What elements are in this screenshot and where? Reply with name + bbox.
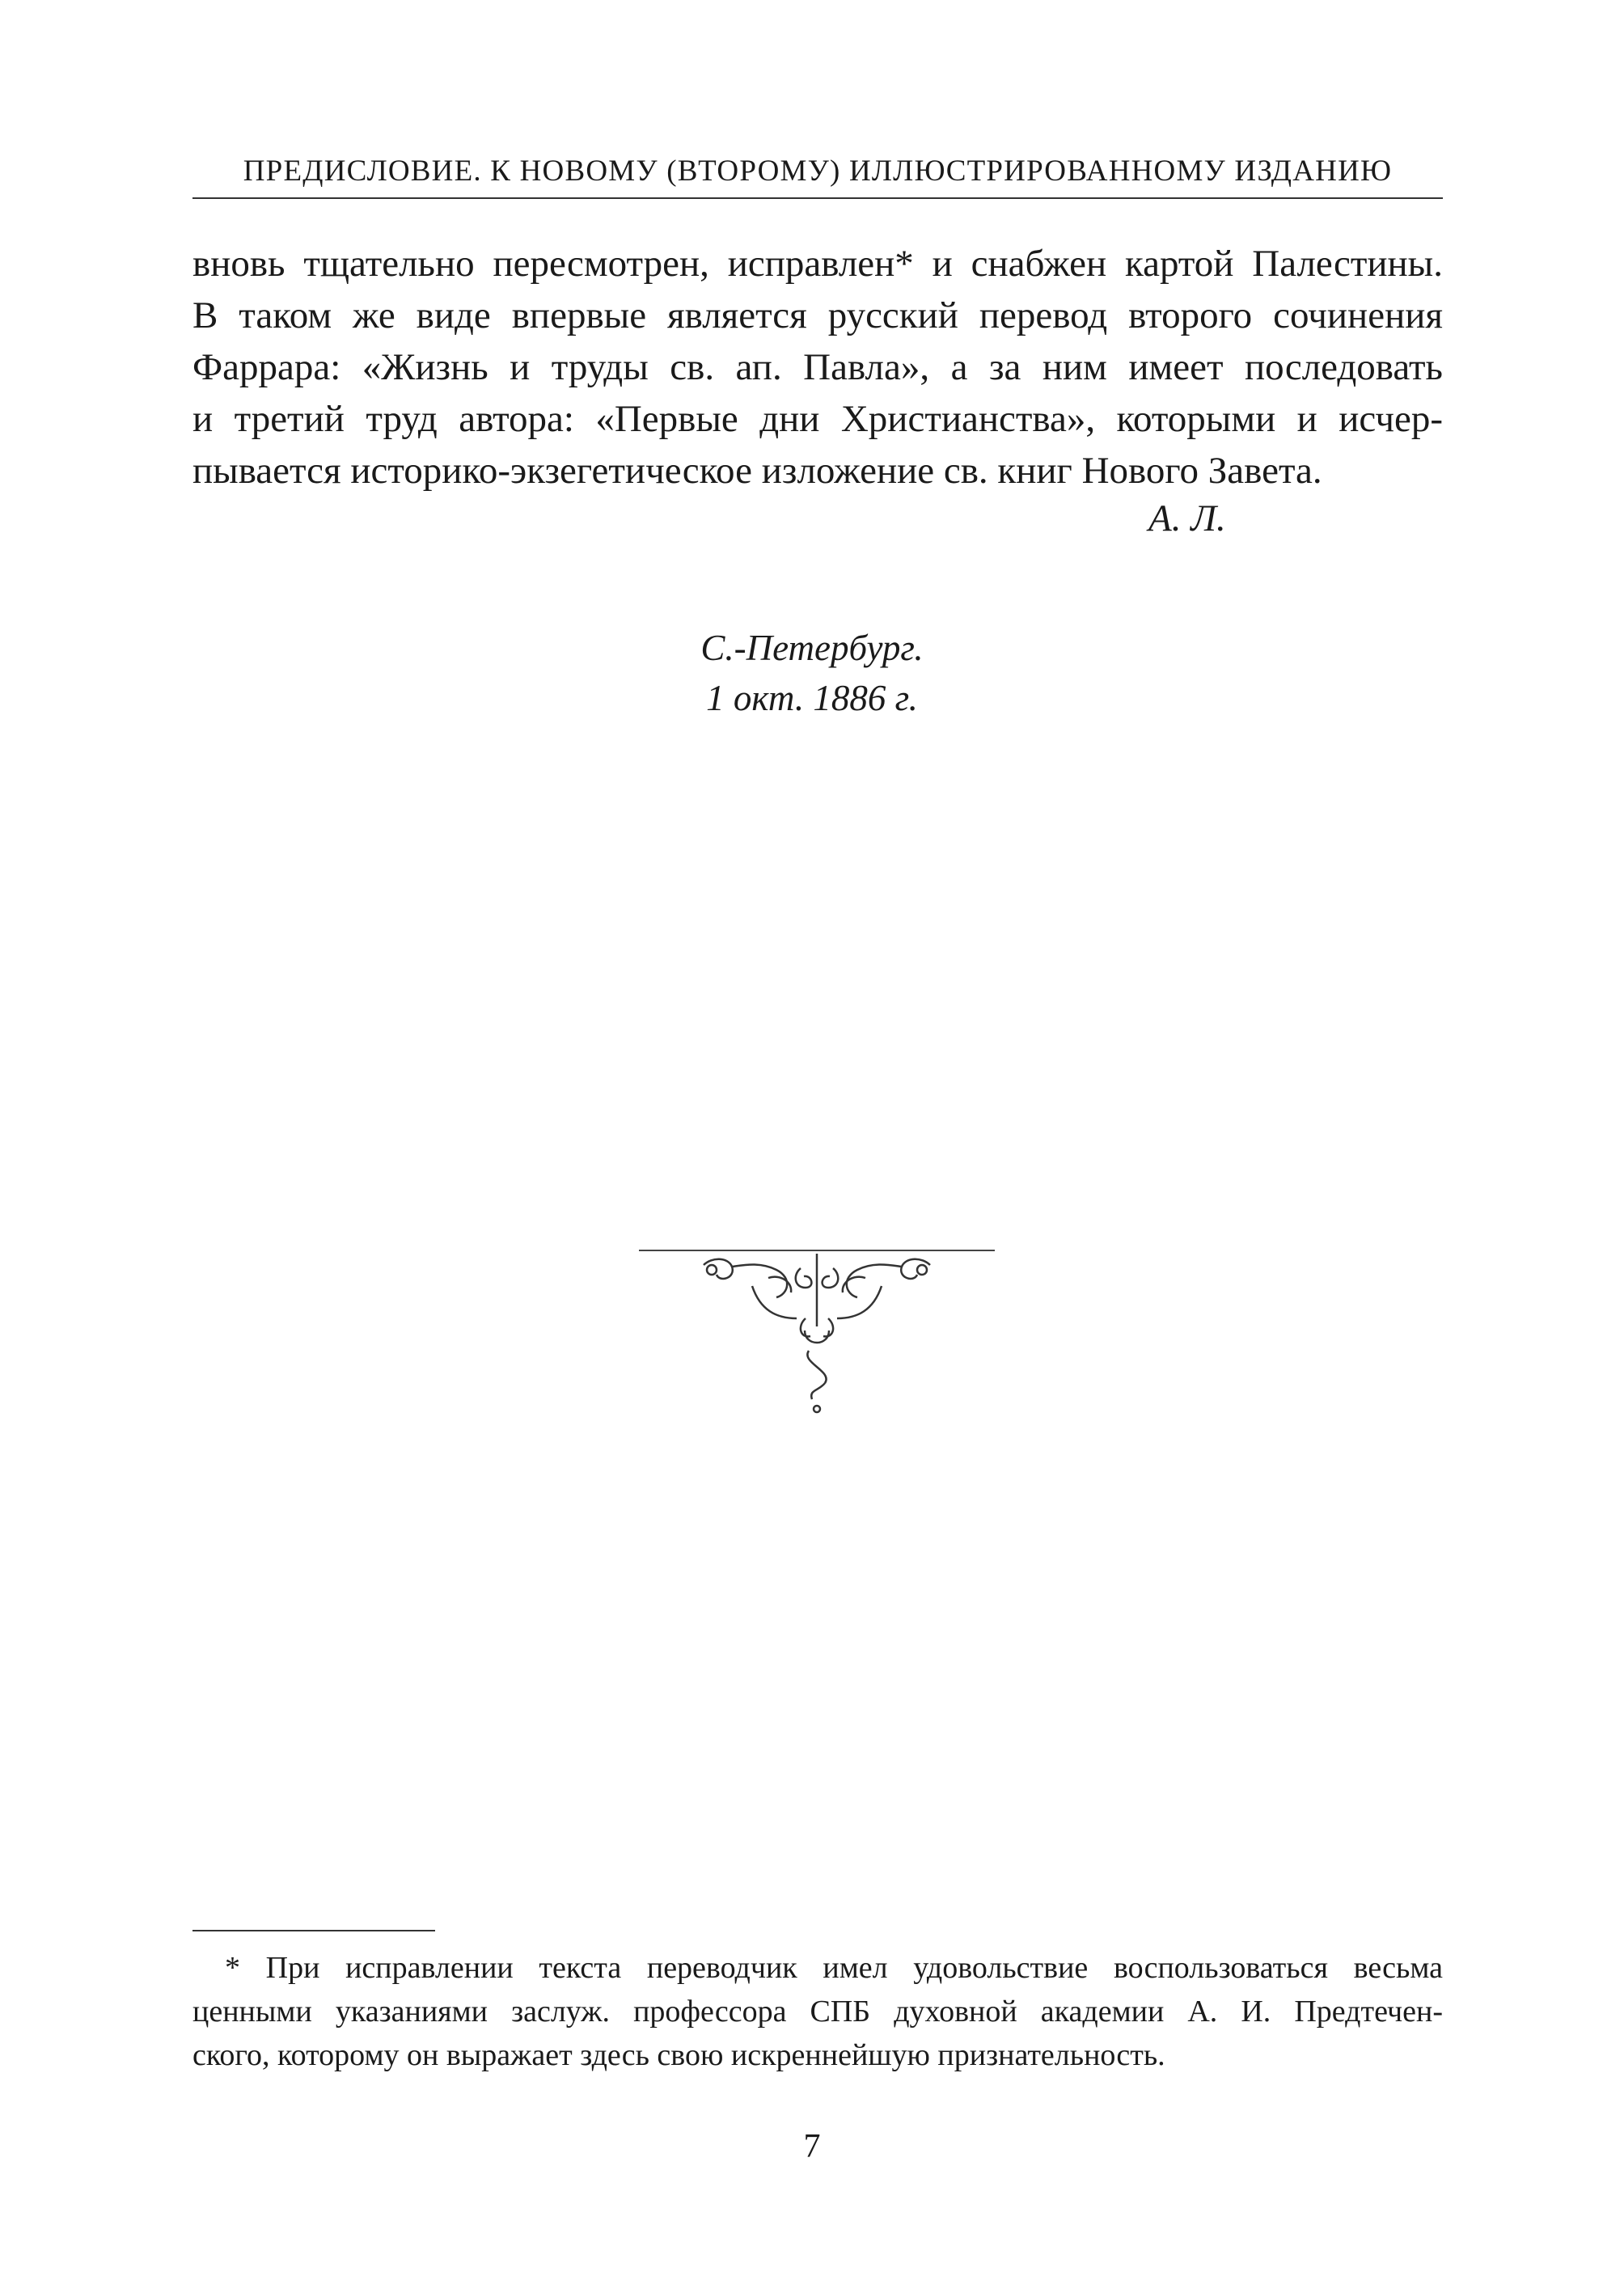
body-text-line: и третий труд автора: «Первые дни Христианства», которыми и исчер- xyxy=(192,398,1443,440)
place-date-block xyxy=(0,623,1624,723)
footnote-line: ценными указаниями заслуж. профессора СПБ духовной академии А. И. Предтечен- xyxy=(192,1995,1443,2029)
running-head: ПРЕДИСЛОВИЕ. К НОВОМУ (ВТОРОМУ) ИЛЛЮСТРИРОВАННОМУ ИЗДАНИЮ xyxy=(243,154,1393,188)
footnote-line: ского, которому он выражает здесь свою искреннейшую признательность. xyxy=(192,2038,1165,2072)
page-number: 7 xyxy=(803,2128,821,2165)
date-text: 1 окт. 1886 г. xyxy=(706,678,918,718)
ornament-vignette-icon xyxy=(639,1197,995,1424)
body-text-line: В таком же виде впервые является русский перевод второго сочинения xyxy=(192,294,1443,336)
footnote-line: * При исправлении текста переводчик имел удовольствие воспользоваться весьма xyxy=(225,1951,1443,1985)
body-text-line: пывается историко-экзегетическое изложение св. книг Нового Завета. xyxy=(192,450,1322,492)
footnote-rule xyxy=(192,1930,435,1931)
place-text: С.-Петербург. xyxy=(700,628,924,668)
body-text-line: Фаррара: «Жизнь и труды св. ап. Павла», а за ним имеет последовать xyxy=(192,346,1443,388)
body-text-line: вновь тщательно пересмотрен, исправлен* и снабжен картой Палестины. xyxy=(192,243,1443,285)
author-signature: А. Л. xyxy=(1148,497,1226,539)
header-rule xyxy=(192,197,1443,199)
